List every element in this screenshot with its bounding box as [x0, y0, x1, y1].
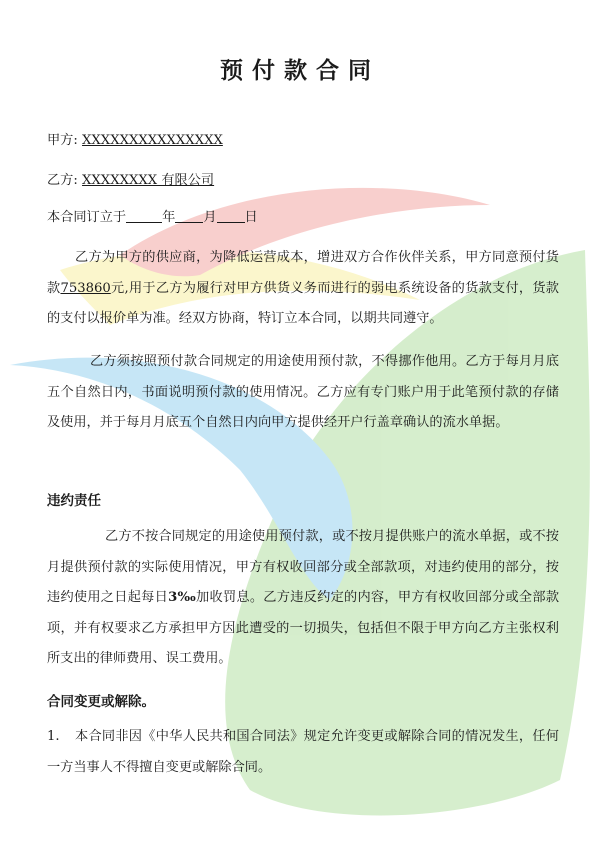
year-blank: [126, 209, 162, 223]
section-heading-breach: 违约责任: [47, 493, 101, 509]
month-blank: [175, 209, 203, 223]
party-a-label: 甲方:: [47, 133, 78, 148]
year-label: 年: [162, 210, 176, 225]
party-a-line: [47, 132, 557, 150]
para3-text-before: 乙方不按合同规定的用途使用预付款，或不按月提供账户的流水单据，或不按月提供预付款的实际使用情况，甲方有权收回部分或全部款项，对违约使用的部分，按违约使用之日起每日: [47, 529, 559, 605]
party-b-label: 乙方:: [47, 173, 78, 188]
paragraph-usage-terms: 乙方须按照预付款合同规定的用途使用预付款，不得挪作他用。乙方于每月月底五个自然日内，书面说明预付款的使用情况。乙方应有专门账户用于此笔预付款的存储及使用，并于每月月底五个自然日内向甲方提供经开户行盖章确认的流水单据。: [47, 354, 559, 430]
para1-text-before: 乙方为甲方的供应商，为降低运营成本，增进双方合作伙伴关系，甲方同意预付货款: [47, 250, 559, 296]
date-prefix: 本合同订立于: [47, 210, 127, 225]
paragraph-prepayment-purpose: [47, 243, 559, 335]
para1-text-after: 元,用于乙方为履行对甲方供货义务而进行的弱电系统设备的货款支付，货款的支付以报价单为准。经双方协商，特订立本合同，以期共同遵守。: [47, 280, 559, 326]
party-b-line: [47, 172, 557, 190]
month-label: 月: [203, 210, 217, 225]
party-a-value: XXXXXXXXXXXXXXX: [82, 133, 223, 148]
contract-date-line: [47, 209, 557, 227]
paragraph-breach-liability: [47, 522, 559, 675]
party-b-value: XXXXXXXX 有限公司: [82, 173, 215, 188]
penalty-rate: 3‰: [168, 590, 197, 605]
day-blank: [217, 209, 245, 223]
prepayment-amount: 753860: [60, 280, 111, 296]
list-item-number: 1.: [47, 729, 60, 744]
section-heading-modification: 合同变更或解除。: [47, 694, 155, 710]
day-label: 日: [244, 210, 258, 225]
para3-text-after: 加收罚息。乙方违反约定的内容，甲方有权收回部分或全部款项，并有权要求乙方承担甲方因此遭受的一切损失，包括但不限于甲方向乙方主张权利所支出的律师费用、误工费用。: [47, 590, 560, 666]
list-item-modification: 本合同非因《中华人民共和国合同法》规定允许变更或解除合同的情况发生，任何一方当事人不得擅自变更或解除合同。: [47, 729, 559, 775]
document-title: 预付款合同: [220, 57, 380, 84]
